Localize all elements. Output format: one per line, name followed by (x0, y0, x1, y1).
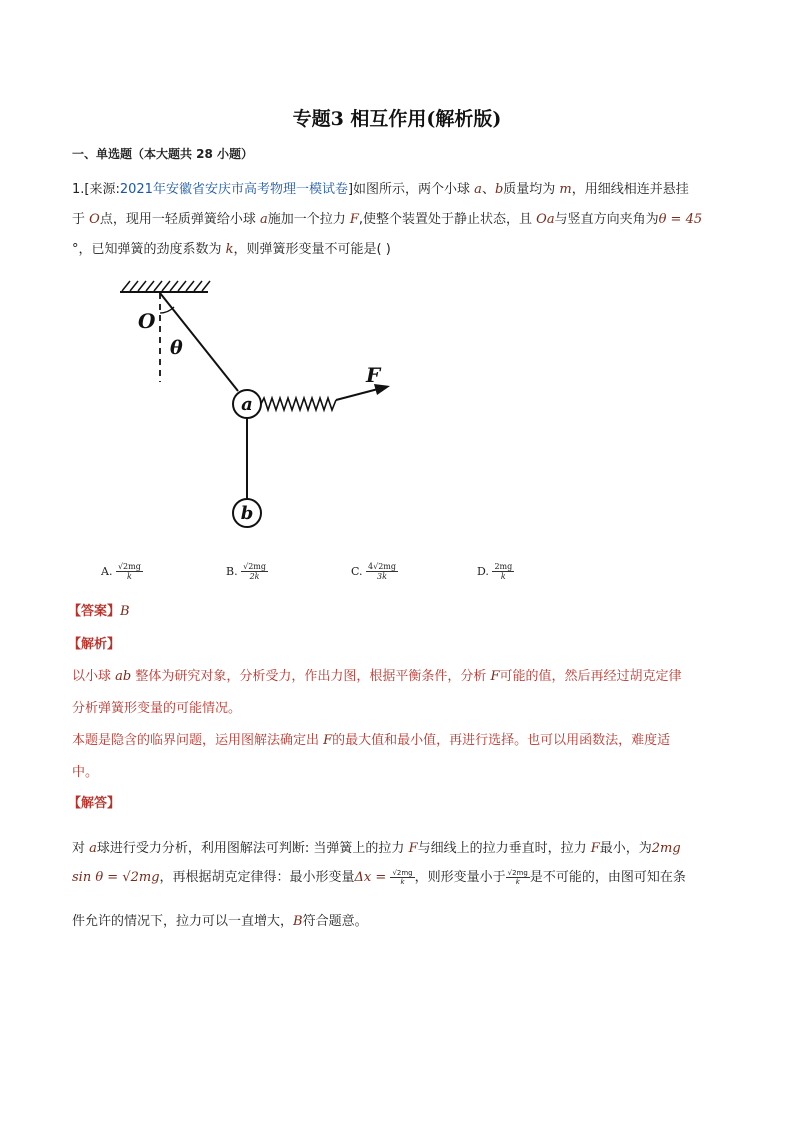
section-heading: 一、单选题（本大题共 28 小题） (72, 147, 254, 161)
question-line-2: 于 O点，现用一轻质弹簧给小球 a施加一个拉力 F,使整个装置处于静止状态，且 Oa与竖直方向夹角为θ = 45 (72, 212, 703, 227)
solution-fraction-1: $\frac{√2mg}{k}$ (392, 868, 413, 886)
solution-line-2: sin θ = √2mg，再根据胡克定律得：最小形变量Δx = $\frac{√2mg}{k}$ ，则形变量小于 $\frac{√2mg}{k}$ 是不可能的，由图可知在条 (72, 868, 686, 886)
option-c[interactable]: C. $\frac{4√2mg}{3k}$ (351, 562, 397, 581)
solution-label: 【解答】 (68, 796, 121, 811)
option-b-fraction: $\frac{√2mg}{2k}$ (243, 562, 266, 581)
option-c-fraction: $\frac{4√2mg}{3k}$ (368, 562, 397, 581)
solution-2mg: 2mg (651, 841, 681, 856)
ceiling-hatch (122, 281, 210, 291)
analysis-line-1: 以小球 ab 整体为研究对象，分析受力，作出力图，根据平衡条件，分析 F可能的值，然后再经过胡克定律 (72, 669, 682, 684)
question-line-3: °，已知弹簧的劲度系数为 k，则弹簧形变量不可能是( ) (72, 242, 391, 257)
label-theta: θ (170, 337, 183, 359)
option-d[interactable]: D. $\frac{2mg}{k}$ (477, 562, 513, 581)
answer-row (68, 600, 130, 619)
option-a[interactable]: A. $\frac{√2mg}{k}$ (101, 562, 141, 581)
spring (261, 398, 336, 410)
option-d-fraction: $\frac{2mg}{k}$ (494, 562, 513, 581)
theta-equation: θ = 45 (658, 212, 703, 227)
analysis-line-4: 中。 (72, 765, 99, 780)
analysis-line-2: 分析弹簧形变量的可能情况。 (72, 701, 242, 716)
label-F: F (366, 363, 381, 387)
answer-label: 【答案】 (68, 604, 121, 619)
solution-line-3: 件允许的情况下，拉力可以一直增大，B符合题意。 (72, 914, 368, 929)
question-source: 2021年安徽省安庆市高考物理一模试卷 (119, 182, 348, 197)
analysis-line-3: 本题是隐含的临界问题，运用图解法确定出 F的最大值和最小值，再进行选择。也可以用函数法，难度适 (72, 733, 671, 748)
solution-fraction-2: $\frac{√2mg}{k}$ (507, 868, 528, 886)
question-number: 1. (72, 182, 85, 197)
solution-sin-eq: sin θ = √2mg (72, 870, 160, 885)
label-O: O (138, 309, 156, 333)
force-arrow-shaft (336, 389, 378, 400)
label-a: a (241, 394, 253, 415)
option-b[interactable]: B. $\frac{√2mg}{2k}$ (226, 562, 266, 581)
page-title: 专题3 相互作用(解析版) (292, 108, 502, 130)
analysis-label: 【解析】 (68, 637, 121, 652)
label-b: b (240, 503, 254, 524)
answer-value: B (120, 604, 130, 619)
solution-line-1: 对 a球进行受力分析，利用图解法可判断: 当弹簧上的拉力 F与细线上的拉力垂直时，拉力 F最小，为2mg (72, 841, 681, 856)
option-a-fraction: $\frac{√2mg}{k}$ (117, 562, 141, 581)
pendulum-spring-figure (110, 280, 410, 540)
question-line-1: 1.[来源:2021年安徽省安庆市高考物理一模试卷]如图所示，两个小球 a、b质量均为 m，用细线相连并悬挂 (72, 182, 689, 197)
